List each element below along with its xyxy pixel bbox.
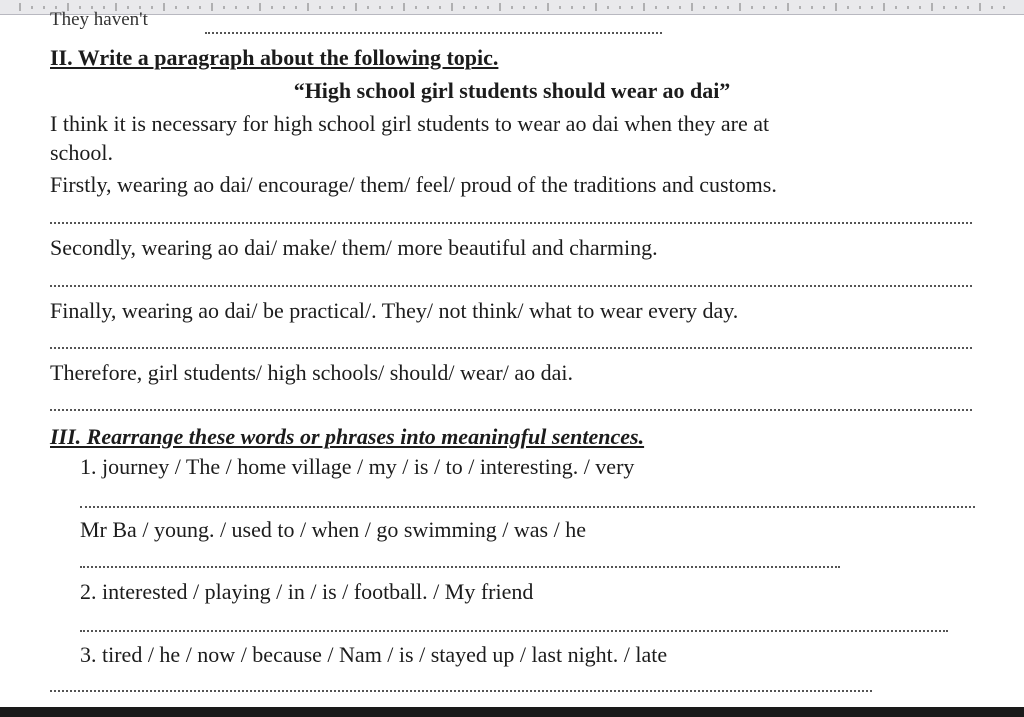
exercise-item-3: 3. tired / he / now / because / Nam / is / stayed up / last night. / late xyxy=(80,642,668,667)
answer-line xyxy=(80,566,840,568)
topic-title: “High school girl students should wear ao dai” xyxy=(293,78,731,103)
window-bottom-bar xyxy=(0,707,1024,717)
intro-line-1: I think it is necessary for high school girl students to wear ao dai when they are at xyxy=(50,111,770,136)
intro-line-2: school. xyxy=(50,140,113,165)
answer-line xyxy=(50,347,972,349)
prompt-1: Firstly, wearing ao dai/ encourage/ them/ feel/ proud of the traditions and customs. xyxy=(50,172,777,197)
prompt-2: Secondly, wearing ao dai/ make/ them/ more beautiful and charming. xyxy=(50,235,658,260)
ruler-ticks xyxy=(0,0,1024,14)
partial-text-line: They haven't xyxy=(50,9,148,30)
horizontal-ruler[interactable] xyxy=(0,0,1024,15)
prompt-4: Therefore, girl students/ high schools/ should/ wear/ ao dai. xyxy=(50,360,573,385)
answer-line xyxy=(50,409,972,411)
exercise-item-mr-ba: Mr Ba / young. / used to / when / go swimming / was / he xyxy=(80,517,586,542)
section-heading-3: III. Rearrange these words or phrases into meaningful sentences. xyxy=(50,424,645,449)
document-page xyxy=(0,9,1024,707)
answer-line xyxy=(50,285,972,287)
answer-line xyxy=(50,222,972,224)
exercise-item-2: 2. interested / playing / in / is / football. / My friend xyxy=(80,579,534,604)
answer-line xyxy=(80,506,975,508)
prompt-3: Finally, wearing ao dai/ be practical/. They/ not think/ what to wear every day. xyxy=(50,298,739,323)
answer-line xyxy=(205,32,662,34)
exercise-item-1: 1. journey / The / home village / my / is / to / interesting. / very xyxy=(80,454,635,479)
answer-line xyxy=(50,690,872,692)
answer-line xyxy=(80,630,948,632)
section-heading-2: II. Write a paragraph about the following topic. xyxy=(50,45,499,70)
